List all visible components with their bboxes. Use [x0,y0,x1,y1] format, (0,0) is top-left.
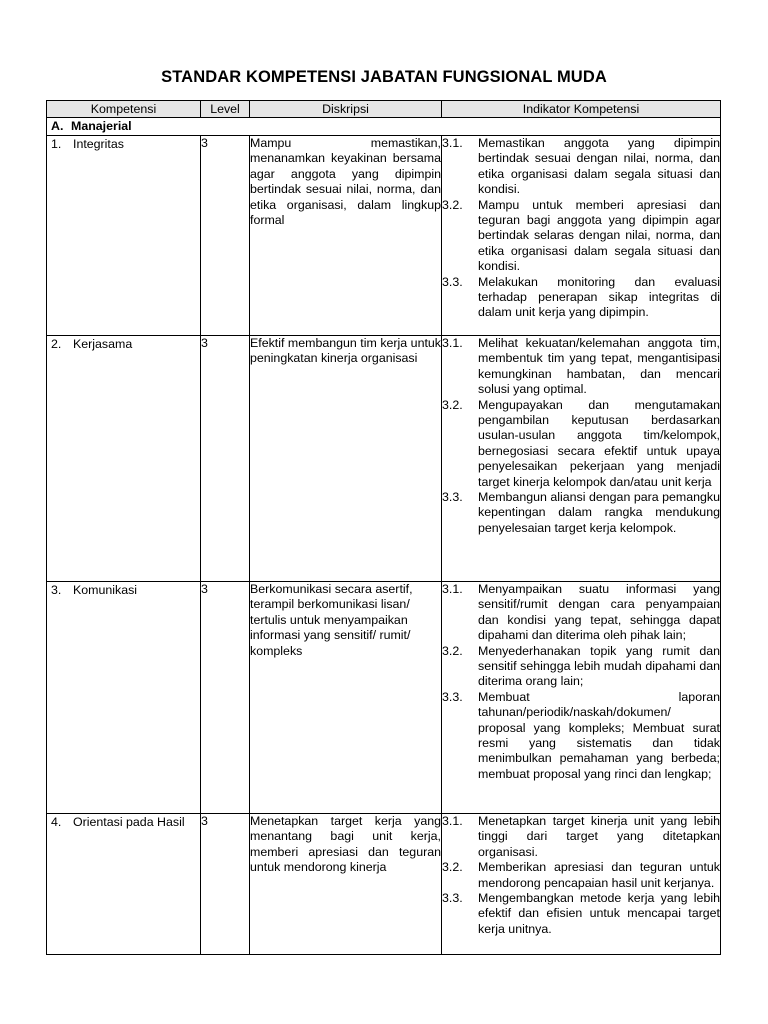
indicator-number: 3.2. [442,397,463,412]
competency-cell [47,136,201,336]
indicator-item [442,860,720,891]
section-cell [47,118,721,136]
competency-name: Orientasi pada Hasil [73,815,185,829]
table-row [47,814,721,955]
indicator-item [442,275,720,321]
indicator-item [442,136,720,198]
indicator-number: 3.1. [442,336,463,350]
indicator-item [442,582,720,644]
table-row [47,336,721,582]
competency-cell [47,336,201,582]
competency-name: Kerjasama [73,337,133,351]
level-cell: 3 [201,136,250,336]
indicator-item [442,644,720,690]
indicator-text: Melihat kekuatan/kelemahan anggota tim, membentuk tim yang tepat, mengantisipasi kemungkinan hambatan, dan mencari solusi yang optimal. [478,336,720,397]
section-row [47,118,721,136]
description-cell: Berkomunikasi secara asertif, terampil berkomunikasi lisan/ tertulis untuk menyampaikan informasi yang sensitif/ rumit/ kompleks [250,582,442,814]
indicator-text: Menetapkan target kinerja unit yang lebih tinggi dari target yang ditetapkan organisasi. [478,814,720,859]
indicator-text: Mengembangkan metode kerja yang lebih efektif dan efisien untuk mencapai target kerja unitnya. [478,891,720,936]
indicator-cell [442,814,721,955]
description-cell: Mampu memastikan, menanamkan keyakinan bersama agar anggota yang dipimpin bertindak sesuai nilai, norma, dan etika organisasi, dalam lingkup formal [250,136,442,336]
header-level: Level [201,101,250,118]
indicator-item [442,198,720,275]
indicator-item [442,336,720,398]
document-title: STANDAR KOMPETENSI JABATAN FUNGSIONAL MUDA [161,68,607,86]
indicator-text: Membangun aliansi dengan para pemangku kepentingan dalam rangka mendukung penyelesaian target kerja kelompok. [478,490,720,535]
competency-number: 4. [51,815,62,829]
competency-cell [47,814,201,955]
indicator-text: Mampu untuk memberi apresiasi dan teguran bagi anggota yang dipimpin agar bertindak selaras dengan nilai, norma, dan etika organisasi dalam segala situasi dan kondisi. [478,197,720,274]
header-indikator: Indikator Kompetensi [442,101,721,118]
indicator-text: Memberikan apresiasi dan teguran untuk mendorong pencapaian hasil unit kerjanya. [478,860,720,890]
indicator-cell [442,582,721,814]
indicator-text: Memastikan anggota yang dipimpin bertindak sesuai dengan nilai, norma, dan etika organisasi dalam segala situasi dan kondisi. [478,136,720,197]
indicator-item [442,814,720,860]
description-cell: Menetapkan target kerja yang menantang bagi unit kerja, memberi apresiasi dan teguran untuk mendorong kinerja [250,814,442,955]
table-row [47,582,721,814]
competency-table [46,100,721,955]
level-cell: 3 [201,582,250,814]
indicator-number: 3.2. [442,197,463,212]
indicator-number: 3.1. [442,814,463,828]
indicator-number: 3.1. [442,136,463,150]
indicator-text: Mengupayakan dan mengutamakan pengambilan keputusan berdasarkan usulan-usulan anggota tim/kelompok, bernegosiasi secara efektif untuk upaya penyelesaikan pekerjaan yang menjadi target kinerja kelompok dan/atau unit kerja [478,397,720,489]
indicator-cell [442,136,721,336]
indicator-item [442,398,720,490]
indicator-item [442,891,720,937]
section-label: Manajerial [71,119,132,133]
header-kompetensi: Kompetensi [47,101,201,118]
indicator-item [442,690,720,782]
indicator-text: Melakukan monitoring dan evaluasi terhadap penerapan sikap integritas di dalam unit kerja yang dipimpin. [478,274,720,320]
indicator-text: Menyederhanakan topik yang rumit dan sensitif sehingga lebih mudah dipahami dan diterima orang lain; [478,643,720,689]
header-diskripsi: Diskripsi [250,101,442,118]
description-cell: Efektif membangun tim kerja untuk peningkatan kinerja organisasi [250,336,442,582]
table-header-row [47,101,721,118]
competency-number: 2. [51,337,62,351]
indicator-cell [442,336,721,582]
competency-name: Komunikasi [73,583,138,597]
competency-name: Integritas [73,137,124,151]
indicator-text: Membuat laporan tahunan/periodik/naskah/dokumen/ proposal yang kompleks; Membuat surat resmi yang sistematis dan tidak menimbulkan pemahaman yang berbeda; membuat proposal yang rinci dan lengkap; [478,689,720,781]
level-cell: 3 [201,336,250,582]
table-row [47,136,721,336]
competency-cell [47,582,201,814]
indicator-number: 3.2. [442,643,463,658]
indicator-item [442,490,720,536]
competency-number: 1. [51,137,62,151]
indicator-number: 3.3. [442,891,463,906]
competency-number: 3. [51,583,62,597]
indicator-number: 3.3. [442,689,463,704]
indicator-number: 3.1. [442,582,463,596]
level-cell: 3 [201,814,250,955]
indicator-number: 3.3. [442,490,463,505]
indicator-text: Menyampaikan suatu informasi yang sensitif/rumit dengan cara penyampaian dan kondisi yang tepat, sehingga dapat dipahami dan diterima oleh pihak lain; [478,582,720,643]
indicator-number: 3.2. [442,860,463,875]
indicator-number: 3.3. [442,274,463,289]
section-letter: A. [51,119,64,133]
